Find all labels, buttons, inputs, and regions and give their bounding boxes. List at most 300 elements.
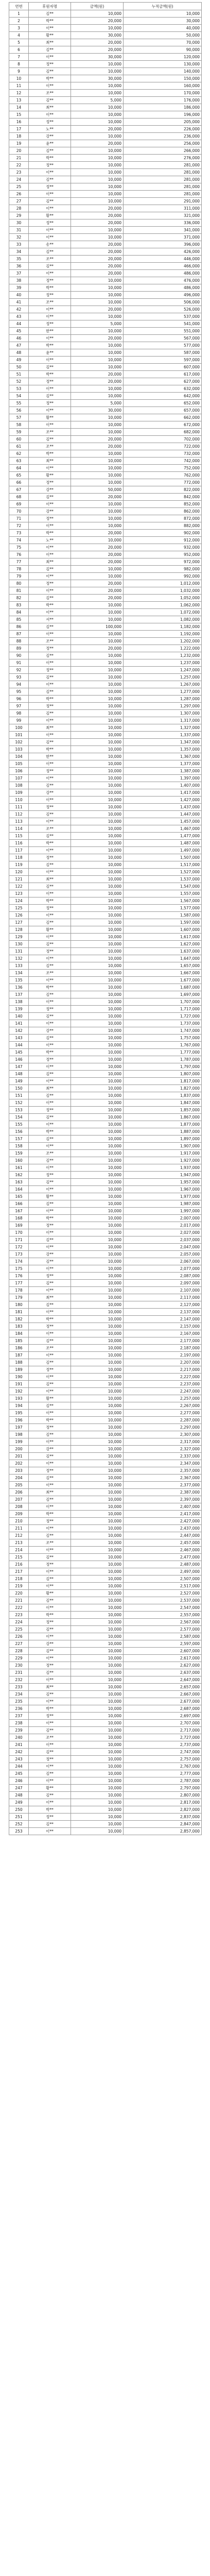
donation-amount: 10,000 [71,1799,124,1806]
donor-name: 노** [29,126,71,133]
donor-name: 김** [29,1431,71,1438]
donor-name: 김** [29,652,71,659]
table-row [9,1352,202,1359]
donation-amount: 10,000 [71,1244,124,1251]
table-row [9,1676,202,1684]
row-number: 91 [9,659,29,667]
cumulative-amount: 1,407,000 [124,782,202,789]
cumulative-amount: 2,287,000 [124,1417,202,1424]
table-row [9,955,202,962]
donor-name: 정** [29,854,71,861]
donation-amount: 10,000 [71,1720,124,1727]
table-row [9,1561,202,1568]
cumulative-amount: 2,617,000 [124,1655,202,1662]
donation-amount: 20,000 [71,443,124,450]
donation-amount: 10,000 [71,1085,124,1092]
donation-amount: 10,000 [71,934,124,941]
row-number: 104 [9,753,29,760]
donor-name: 이** [29,717,71,724]
donation-amount: 20,000 [71,558,124,566]
cumulative-amount: 862,000 [124,508,202,515]
donation-amount: 10,000 [71,1785,124,1792]
donation-amount: 20,000 [71,212,124,219]
row-number: 35 [9,256,29,263]
donor-name: 이** [29,1229,71,1236]
table-row [9,876,202,883]
table-row [9,364,202,371]
table-row [9,1121,202,1128]
donor-name: 정** [29,400,71,407]
cumulative-amount: 1,907,000 [124,1143,202,1150]
donation-amount: 10,000 [71,566,124,573]
row-number: 77 [9,558,29,566]
row-number: 86 [9,623,29,631]
table-row [9,796,202,804]
table-row [9,349,202,357]
cumulative-amount: 2,357,000 [124,1467,202,1475]
donation-amount: 10,000 [71,1099,124,1107]
donor-name: 이** [29,1099,71,1107]
donor-name: 정** [29,1172,71,1179]
cumulative-amount: 1,867,000 [124,1114,202,1121]
cumulative-amount: 1,237,000 [124,659,202,667]
cumulative-amount: 1,977,000 [124,1193,202,1200]
donor-name: 송** [29,241,71,248]
row-number: 63 [9,457,29,465]
row-number: 240 [9,1734,29,1741]
row-number: 54 [9,393,29,400]
cumulative-amount: 1,287,000 [124,696,202,703]
table-row [9,1215,202,1222]
table-row [9,263,202,270]
cumulative-amount: 702,000 [124,436,202,443]
donation-amount: 5,000 [71,400,124,407]
row-number: 30 [9,219,29,227]
row-number: 202 [9,1460,29,1467]
table-row [9,1200,202,1208]
cumulative-amount: 1,847,000 [124,1099,202,1107]
donation-amount: 10,000 [71,869,124,876]
row-number: 250 [9,1806,29,1814]
donor-name: 박** [29,984,71,991]
cumulative-amount: 2,337,000 [124,1453,202,1460]
cumulative-amount: 226,000 [124,126,202,133]
cumulative-amount: 2,647,000 [124,1676,202,1684]
row-number: 218 [9,1575,29,1583]
table-row [9,421,202,429]
cumulative-amount: 2,537,000 [124,1597,202,1604]
donation-amount: 10,000 [71,1475,124,1482]
donation-amount: 20,000 [71,580,124,587]
donor-name: 김** [29,263,71,270]
donation-amount: 10,000 [71,147,124,155]
row-number: 167 [9,1208,29,1215]
cumulative-amount: 1,387,000 [124,768,202,775]
donation-amount: 10,000 [71,162,124,169]
row-number: 217 [9,1568,29,1575]
table-row [9,1172,202,1179]
donation-amount: 10,000 [71,941,124,948]
table-row [9,1777,202,1785]
donation-amount: 10,000 [71,1446,124,1453]
donation-amount: 10,000 [71,1727,124,1734]
donor-name: 이** [29,551,71,558]
table-row [9,1756,202,1763]
donation-amount: 10,000 [71,118,124,126]
donor-name: 박** [29,840,71,847]
cumulative-amount: 2,627,000 [124,1662,202,1669]
row-number: 154 [9,1114,29,1121]
row-number: 41 [9,299,29,306]
donor-name: 김** [29,97,71,104]
donation-amount: 10,000 [71,515,124,522]
donor-name: 한** [29,753,71,760]
donor-name: 김** [29,1236,71,1244]
donation-amount: 10,000 [71,1337,124,1345]
donor-name: 김** [29,991,71,998]
cumulative-amount: 2,017,000 [124,1222,202,1229]
row-number: 100 [9,724,29,732]
row-number: 122 [9,883,29,890]
donor-name: 이** [29,1547,71,1554]
row-number: 22 [9,162,29,169]
cumulative-amount: 120,000 [124,54,202,61]
row-number: 56 [9,407,29,414]
table-row [9,1417,202,1424]
row-number: 66 [9,479,29,486]
cumulative-amount: 1,267,000 [124,681,202,688]
donation-amount: 10,000 [71,796,124,804]
donation-amount: 10,000 [71,1669,124,1676]
row-number: 1 [9,10,29,18]
table-row [9,1640,202,1648]
cumulative-amount: 446,000 [124,256,202,263]
donation-table [9,2,202,1835]
donor-name: 김** [29,1136,71,1143]
row-number: 99 [9,717,29,724]
cumulative-amount: 2,097,000 [124,1280,202,1287]
donation-amount: 10,000 [71,1518,124,1525]
row-number: 147 [9,1063,29,1071]
header-donor-name: 후원자명 [29,3,71,10]
donor-name: 박** [29,696,71,703]
table-row [9,443,202,450]
row-number: 195 [9,1410,29,1417]
table-row [9,869,202,876]
donor-name: 황** [29,472,71,479]
table-row [9,1424,202,1431]
row-number: 67 [9,486,29,494]
donor-name: 이** [29,227,71,234]
donor-name: 이** [29,1799,71,1806]
donation-amount: 10,000 [71,1705,124,1713]
cumulative-amount: 541,000 [124,320,202,328]
donation-amount: 5,000 [71,320,124,328]
donor-name: 이** [29,1020,71,1027]
cumulative-amount: 627,000 [124,378,202,385]
donation-amount: 10,000 [71,465,124,472]
donor-name: 김** [29,1402,71,1410]
table-row [9,1395,202,1402]
cumulative-amount: 2,317,000 [124,1438,202,1446]
row-number: 70 [9,508,29,515]
donor-name: 이** [29,1244,71,1251]
cumulative-amount: 2,407,000 [124,1503,202,1511]
table-row [9,1785,202,1792]
row-number: 103 [9,746,29,753]
table-row [9,1244,202,1251]
row-number: 204 [9,1475,29,1482]
table-body [9,10,202,1835]
cumulative-amount: 1,577,000 [124,905,202,912]
donor-name: 강** [29,1446,71,1453]
table-row [9,1713,202,1720]
donation-amount: 10,000 [71,760,124,768]
table-row [9,90,202,97]
cumulative-amount: 2,697,000 [124,1713,202,1720]
donor-name: 조** [29,1150,71,1157]
donor-name: 최** [29,724,71,732]
cumulative-amount: 1,807,000 [124,1071,202,1078]
cumulative-amount: 1,447,000 [124,811,202,818]
table-row [9,335,202,342]
row-number: 110 [9,796,29,804]
donor-name: 이** [29,1720,71,1727]
row-number: 251 [9,1814,29,1821]
donation-amount: 10,000 [71,1604,124,1612]
row-number: 222 [9,1604,29,1612]
row-number: 163 [9,1179,29,1186]
cumulative-amount: 1,547,000 [124,883,202,890]
row-number: 248 [9,1792,29,1799]
row-number: 105 [9,760,29,768]
donor-name: 김** [29,1035,71,1042]
row-number: 116 [9,840,29,847]
table-row [9,587,202,595]
cumulative-amount: 1,232,000 [124,652,202,659]
donation-amount: 10,000 [71,429,124,436]
cumulative-amount: 2,027,000 [124,1229,202,1236]
cumulative-amount: 1,877,000 [124,1121,202,1128]
row-number: 97 [9,703,29,710]
table-row [9,1265,202,1273]
donation-amount: 10,000 [71,1136,124,1143]
cumulative-amount: 551,000 [124,328,202,335]
cumulative-amount: 291,000 [124,198,202,205]
donor-name: 김** [29,1013,71,1020]
donor-name: 최** [29,39,71,46]
table-row [9,1366,202,1374]
donor-name: 이** [29,544,71,551]
cumulative-amount: 1,247,000 [124,667,202,674]
table-row [9,1446,202,1453]
donor-name: 정** [29,645,71,652]
donor-name: 조** [29,299,71,306]
donor-name: 이** [29,1186,71,1193]
donor-name: 박** [29,530,71,537]
table-row [9,623,202,631]
cumulative-amount: 2,587,000 [124,1633,202,1640]
table-row [9,1280,202,1287]
donation-amount: 10,000 [71,667,124,674]
donor-name: 박** [29,1612,71,1619]
donation-amount: 30,000 [71,75,124,82]
table-row [9,450,202,457]
cumulative-amount: 2,807,000 [124,1792,202,1799]
donor-name: 박** [29,75,71,82]
table-row [9,147,202,155]
donation-amount: 10,000 [71,1323,124,1330]
donor-name: 김** [29,494,71,501]
cumulative-amount: 657,000 [124,407,202,414]
donation-amount: 10,000 [71,191,124,198]
donor-name: 이** [29,522,71,530]
row-number: 34 [9,248,29,256]
cumulative-amount: 722,000 [124,443,202,450]
donor-name: 이** [29,407,71,414]
row-number: 73 [9,530,29,537]
donor-name: 김** [29,1114,71,1121]
row-number: 60 [9,436,29,443]
row-number: 85 [9,616,29,623]
donation-amount: 10,000 [71,1027,124,1035]
donation-amount: 10,000 [71,1006,124,1013]
donor-name: 조** [29,256,71,263]
donation-amount: 10,000 [71,1236,124,1244]
table-row [9,970,202,977]
row-number: 131 [9,948,29,955]
donor-name: 김** [29,10,71,18]
table-row [9,501,202,508]
cumulative-amount: 2,607,000 [124,1648,202,1655]
table-row [9,1042,202,1049]
table-row [9,118,202,126]
row-number: 57 [9,414,29,421]
table-row [9,176,202,183]
table-row [9,1381,202,1388]
cumulative-amount: 1,337,000 [124,732,202,739]
table-row [9,991,202,998]
donation-amount: 10,000 [71,1265,124,1273]
donation-amount: 10,000 [71,1655,124,1662]
donor-name: 이** [29,191,71,198]
cumulative-amount: 1,737,000 [124,1020,202,1027]
cumulative-amount: 371,000 [124,234,202,241]
cumulative-amount: 2,637,000 [124,1669,202,1676]
cumulative-amount: 2,397,000 [124,1496,202,1503]
table-row [9,804,202,811]
table-row [9,544,202,551]
donor-name: 김** [29,68,71,75]
donor-name: 이** [29,1482,71,1489]
donor-name: 이** [29,270,71,277]
row-number: 190 [9,1374,29,1381]
donation-amount: 10,000 [71,1215,124,1222]
donor-name: 박** [29,1215,71,1222]
cumulative-amount: 2,367,000 [124,1475,202,1482]
row-number: 193 [9,1395,29,1402]
donor-name: 김** [29,1453,71,1460]
cumulative-amount: 341,000 [124,227,202,234]
row-number: 223 [9,1612,29,1619]
table-row [9,126,202,133]
donation-amount: 10,000 [71,746,124,753]
table-row [9,681,202,688]
donor-name: 김** [29,811,71,818]
row-number: 244 [9,1763,29,1770]
table-row [9,457,202,465]
table-row [9,926,202,934]
row-number: 76 [9,551,29,558]
table-row [9,905,202,912]
row-number: 33 [9,241,29,248]
cumulative-amount: 2,227,000 [124,1374,202,1381]
donation-amount: 10,000 [71,1179,124,1186]
cumulative-amount: 2,167,000 [124,1330,202,1337]
cumulative-amount: 2,177,000 [124,1337,202,1345]
donor-name: 황** [29,1785,71,1792]
donation-amount: 10,000 [71,299,124,306]
cumulative-amount: 2,597,000 [124,1640,202,1648]
cumulative-amount: 281,000 [124,176,202,183]
cumulative-amount: 1,937,000 [124,1164,202,1172]
row-number: 26 [9,191,29,198]
cumulative-amount: 1,307,000 [124,710,202,717]
table-row [9,39,202,46]
cumulative-amount: 2,837,000 [124,1814,202,1821]
table-row [9,1049,202,1056]
table-row [9,1410,202,1417]
cumulative-amount: 852,000 [124,501,202,508]
table-row [9,385,202,393]
table-row [9,277,202,284]
row-number: 156 [9,1128,29,1136]
donation-amount: 10,000 [71,1482,124,1489]
table-row [9,854,202,861]
donor-name: 정** [29,1273,71,1280]
row-number: 118 [9,854,29,861]
donation-amount: 10,000 [71,1035,124,1042]
donation-amount: 10,000 [71,1150,124,1157]
cumulative-amount: 1,717,000 [124,1006,202,1013]
table-row [9,1698,202,1705]
donation-amount: 10,000 [71,1417,124,1424]
table-row [9,934,202,941]
cumulative-amount: 617,000 [124,371,202,378]
donor-name: 김** [29,1669,71,1676]
donor-name: 조** [29,1539,71,1547]
donation-amount: 10,000 [71,537,124,544]
table-row [9,1374,202,1381]
table-row [9,1475,202,1482]
donor-name: 정** [29,1107,71,1114]
donation-amount: 10,000 [71,1316,124,1323]
row-number: 179 [9,1294,29,1301]
cumulative-amount: 1,657,000 [124,962,202,970]
table-row [9,357,202,364]
cumulative-amount: 597,000 [124,357,202,364]
table-row [9,537,202,544]
donor-name: 이** [29,1633,71,1640]
donation-amount: 10,000 [71,198,124,205]
cumulative-amount: 2,567,000 [124,1619,202,1626]
cumulative-amount: 2,687,000 [124,1705,202,1713]
table-row [9,61,202,68]
donation-amount: 10,000 [71,948,124,955]
donation-amount: 10,000 [71,1229,124,1236]
cumulative-amount: 912,000 [124,537,202,544]
donation-amount: 10,000 [71,1691,124,1698]
